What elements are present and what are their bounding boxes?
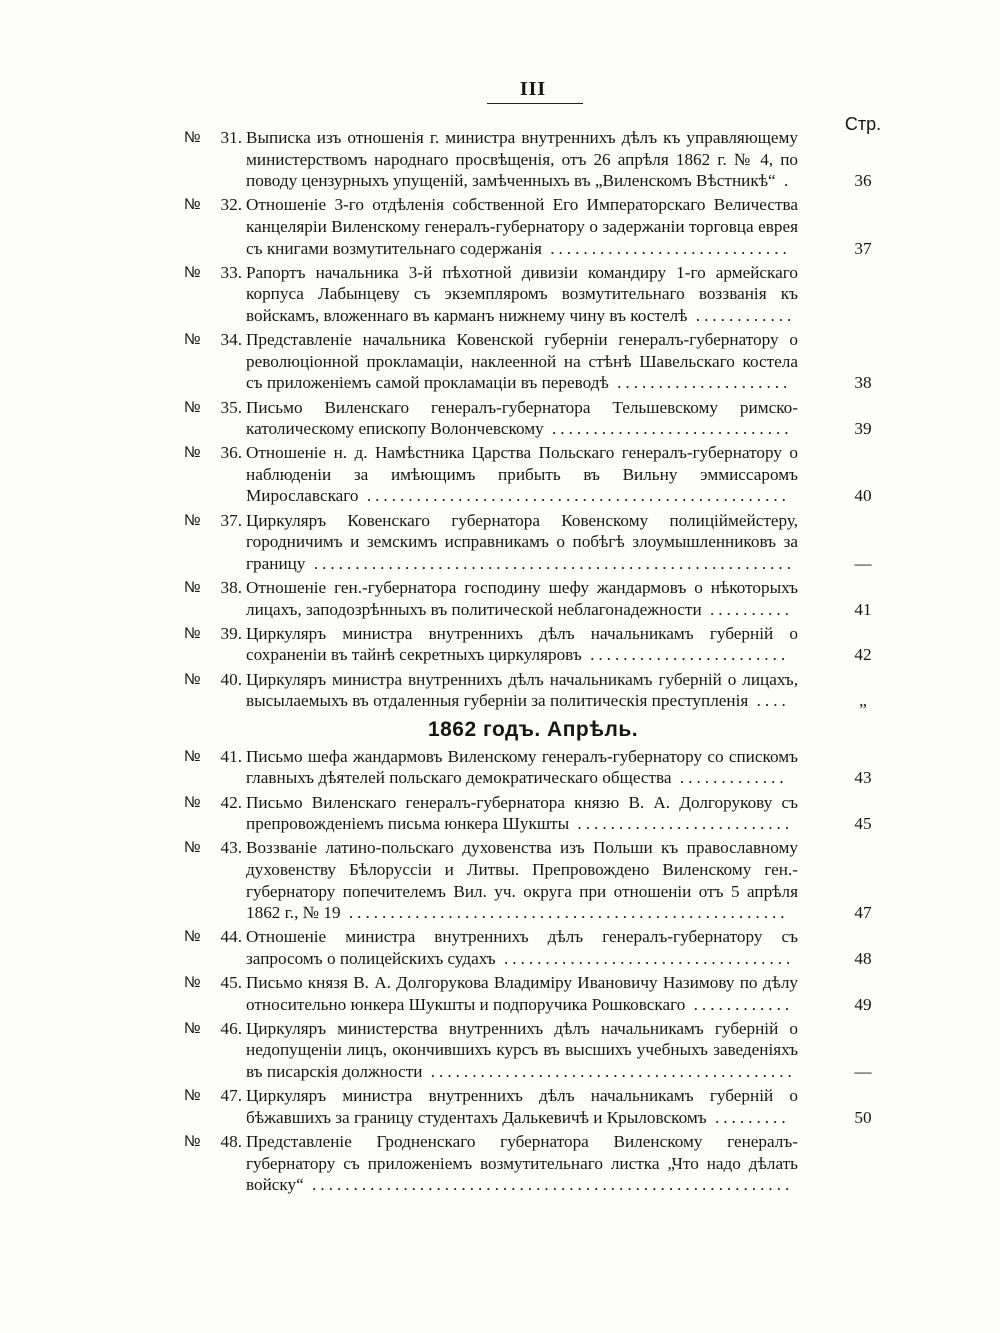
- leader-dots: .............: [671, 768, 788, 788]
- page-number: III: [519, 78, 547, 100]
- toc-entry: [0, 837, 1000, 923]
- entry-number: 37.: [220, 510, 242, 530]
- toc-entry: [0, 262, 1000, 327]
- entry-text: Циркуляръ министерства внутреннихъ дѣлъ начальникамъ губерній о недопущеніи лицъ, окончившихъ курсъ въ высшихъ учебныхъ заведеніяхъ въ писарскія должности: [246, 1018, 798, 1082]
- entry-text: Циркуляръ министра внутреннихъ дѣлъ начальникамъ губерній о сохраненіи въ тайнѣ секретныхъ циркуляровъ: [246, 623, 798, 665]
- number-sign: №: [184, 974, 201, 992]
- number-sign: №: [184, 398, 201, 416]
- entry-page: 49: [854, 994, 872, 1014]
- header-rule: [487, 103, 583, 104]
- entry-description: [246, 510, 798, 575]
- entry-number: 38.: [220, 578, 242, 598]
- entry-description: [246, 194, 798, 259]
- entry-page: 47: [854, 903, 872, 923]
- toc-entry: [0, 746, 1000, 789]
- number-sign: №: [184, 747, 201, 765]
- leader-dots: ....: [748, 691, 790, 711]
- entry-number: 41.: [220, 746, 242, 766]
- toc-entry: [0, 510, 1000, 575]
- leader-dots: ..........................................................: [305, 553, 795, 573]
- entry-page: 39: [854, 419, 872, 439]
- number-sign: №: [184, 129, 201, 146]
- entry-text: Письмо шефа жандармовъ Виленскому генералъ-губернатору со спискомъ главныхъ дѣятелей польскаго демократическаго общества: [246, 746, 798, 788]
- entry-text: Отношеніе н. д. Намѣстника Царства Польскаго генералъ-губернатору о наблюденіи за имѣющимъ прибыть въ Вильну эммиссаромъ Мирославскаго: [246, 443, 798, 506]
- entry-page: 37: [854, 238, 872, 258]
- entry-text: Циркуляръ министра внутреннихъ дѣлъ начальникамъ губерній о лицахъ, высылаемыхъ въ отдаленныя губерніи за политическія преступленія: [246, 669, 798, 711]
- entry-page: 38: [854, 373, 872, 393]
- leader-dots: ............: [687, 305, 796, 325]
- number-sign: №: [184, 1019, 201, 1037]
- entries-group-before: [0, 127, 1000, 712]
- entry-text: Рапортъ начальника 3-й пѣхотной дивизіи командиру 1-го армейскаго корпуса Лабынцеву съ экземпляромъ возмутительнаго воззванія къ войскамъ, вложеннаго въ карманъ нижнему чину въ костелѣ: [246, 262, 798, 325]
- entry-page: 42: [854, 645, 872, 665]
- leader-dots: ...................................: [495, 948, 795, 968]
- entry-page: 40: [854, 486, 872, 506]
- leader-dots: .............................: [541, 238, 791, 258]
- number-sign: №: [184, 670, 201, 688]
- entry-number: 33.: [220, 262, 242, 282]
- toc-entry: [0, 127, 1000, 192]
- leader-dots: ..........................: [569, 814, 794, 834]
- entry-page: „: [859, 691, 867, 711]
- entry-description: [246, 1131, 798, 1196]
- entry-number: 35.: [220, 397, 242, 417]
- entry-text: Циркуляръ министра внутреннихъ дѣлъ начальникамъ губерній о бѣжавшихъ за границу студентахъ Далькевичѣ и Крыловскомъ: [246, 1086, 798, 1127]
- leader-dots: ...................................................: [358, 486, 790, 506]
- entry-number: 36.: [220, 443, 242, 463]
- entry-text: Циркуляръ Ковенскаго губернатора Ковенскому полиціймейстеру, городничимъ и земскимъ исправникамъ о побѣгѣ злоумышленниковъ за границу: [246, 510, 798, 573]
- leader-dots: ............................................: [422, 1062, 796, 1082]
- toc-entry: [0, 1018, 1000, 1083]
- entry-page: —: [854, 553, 872, 573]
- entry-number: 32.: [220, 195, 242, 215]
- toc-entry: [0, 792, 1000, 835]
- leader-dots: .........: [706, 1107, 790, 1127]
- entry-page: 48: [854, 948, 872, 968]
- number-sign: №: [184, 263, 201, 281]
- leader-dots: .: [775, 171, 793, 191]
- entry-text: Письмо князя В. А. Долгорукова Владиміру Ивановичу Назимову по дѣлу относительно юнкера Шукшты и подпоручика Рошковскаго: [246, 973, 798, 1014]
- number-sign: №: [184, 1087, 201, 1105]
- entry-number: 40.: [220, 669, 242, 689]
- entry-number: 48.: [220, 1132, 242, 1152]
- number-sign: №: [184, 196, 201, 214]
- entries-group-after: [0, 746, 1000, 1196]
- entry-text: Представленіе начальника Ковенской губерніи генералъ-губернатору о революціонной прокламаціи, наклеенной на стѣнѣ Шавельскаго костела съ приложеніемъ самой прокламаціи въ переводѣ: [246, 330, 798, 393]
- entry-number: 47.: [220, 1086, 242, 1106]
- entry-description: [246, 442, 798, 507]
- entry-description: [246, 837, 798, 923]
- number-sign: №: [184, 444, 201, 462]
- entry-text: Отношеніе 3-го отдѣленія собственной Его Императорскаго Величества канцеляріи Виленскому генералъ-губернатору о задержаніи торговца еврея съ книгами возмутительнаго содержанія: [246, 195, 798, 258]
- entry-description: [246, 623, 798, 666]
- toc-entry: [0, 669, 1000, 712]
- toc-entry: [0, 972, 1000, 1015]
- entry-description: [246, 127, 798, 192]
- entry-description: [246, 397, 798, 440]
- entry-number: 43.: [220, 838, 242, 858]
- toc-entry: [0, 397, 1000, 440]
- number-sign: №: [184, 579, 201, 597]
- entry-description: [246, 1018, 798, 1083]
- entry-description: [246, 972, 798, 1015]
- leader-dots: .....................: [608, 373, 792, 393]
- number-sign: №: [184, 331, 201, 349]
- entry-text: Письмо Виленскаго генералъ-губернатора князю В. А. Долгорукову съ препровожденіемъ письма юнкера Шукшты: [246, 792, 798, 834]
- entry-description: [246, 926, 798, 969]
- leader-dots: ........................: [581, 645, 790, 665]
- toc-entry: [0, 194, 1000, 259]
- number-sign: №: [184, 839, 201, 857]
- number-sign: №: [184, 928, 201, 946]
- entry-number: 42.: [220, 792, 242, 812]
- toc-entry: [0, 1131, 1000, 1196]
- entry-number: 46.: [220, 1018, 242, 1038]
- toc-entry: [0, 623, 1000, 666]
- section-heading: 1862 годъ. Апрѣль.: [427, 717, 639, 741]
- leader-dots: ..........................................................: [303, 1175, 794, 1195]
- entry-description: [246, 746, 798, 789]
- entry-text: Выписка изъ отношенія г. министра внутреннихъ дѣлъ къ управляющему министерствомъ народнаго просвѣщенія, отъ 26 апрѣля 1862 г. № 4, по поводу цензурныхъ упущеній, замѣченныхъ въ „Виленскомъ Вѣстникѣ“: [246, 128, 798, 191]
- entry-text: Письмо Виленскаго генералъ-губернатора Тельшевскому римско-католическому епископу Волончевскому: [246, 397, 798, 439]
- leader-dots: ............: [685, 994, 794, 1014]
- number-sign: №: [184, 1133, 201, 1151]
- entry-page: 41: [854, 599, 872, 619]
- entry-description: [246, 792, 798, 835]
- entry-page: 43: [854, 768, 872, 788]
- toc-entry: [0, 926, 1000, 969]
- toc-entry: [0, 577, 1000, 620]
- entry-text: Отношеніе министра внутреннихъ дѣлъ генералъ-губернатору съ запросомъ о полицейскихъ судахъ: [246, 927, 798, 968]
- entry-description: [246, 669, 798, 712]
- entry-number: 44.: [220, 927, 242, 947]
- number-sign: №: [184, 511, 201, 529]
- leader-dots: ..........: [701, 599, 793, 619]
- entry-description: [246, 329, 798, 394]
- leader-dots: .....................................................: [340, 903, 789, 923]
- number-sign: №: [184, 793, 201, 811]
- toc-entry: [0, 442, 1000, 507]
- entry-number: 31.: [220, 128, 242, 147]
- leader-dots: .............................: [543, 419, 793, 439]
- entry-description: [246, 262, 798, 327]
- entry-text: Представленіе Гродненскаго губернатора Виленскому генералъ-губернатору съ приложеніемъ возмутительнаго листка „Что надо дѣлать войску“: [246, 1132, 798, 1195]
- page-column-header: Стр.: [844, 114, 882, 134]
- entry-text: Отношеніе ген.-губернатора господину шефу жандармовъ о нѣкоторыхъ лицахъ, заподозрѣнныхъ въ политической неблагонадежности: [246, 578, 798, 619]
- entry-page: 45: [854, 814, 872, 834]
- entry-description: [246, 1085, 798, 1128]
- entry-number: 34.: [220, 330, 242, 350]
- entry-number: 39.: [220, 623, 242, 643]
- entry-number: 45.: [220, 973, 242, 993]
- entry-page: —: [854, 1062, 872, 1082]
- entry-page: 36: [854, 171, 872, 191]
- toc-entry: [0, 1085, 1000, 1128]
- table-of-contents: [0, 127, 1000, 1198]
- toc-entry: [0, 329, 1000, 394]
- number-sign: №: [184, 624, 201, 642]
- entry-text: Воззваніе латино-польскаго духовенства изъ Польши къ православному духовенству Бѣлоруссіи и Литвы. Препровождено Виленскому ген.-губернатору попечителемъ Вил. уч. округа при отношеніи отъ 5 апрѣля 1862 г., № 19: [246, 838, 798, 923]
- entry-description: [246, 577, 798, 620]
- entry-page: 50: [854, 1107, 872, 1127]
